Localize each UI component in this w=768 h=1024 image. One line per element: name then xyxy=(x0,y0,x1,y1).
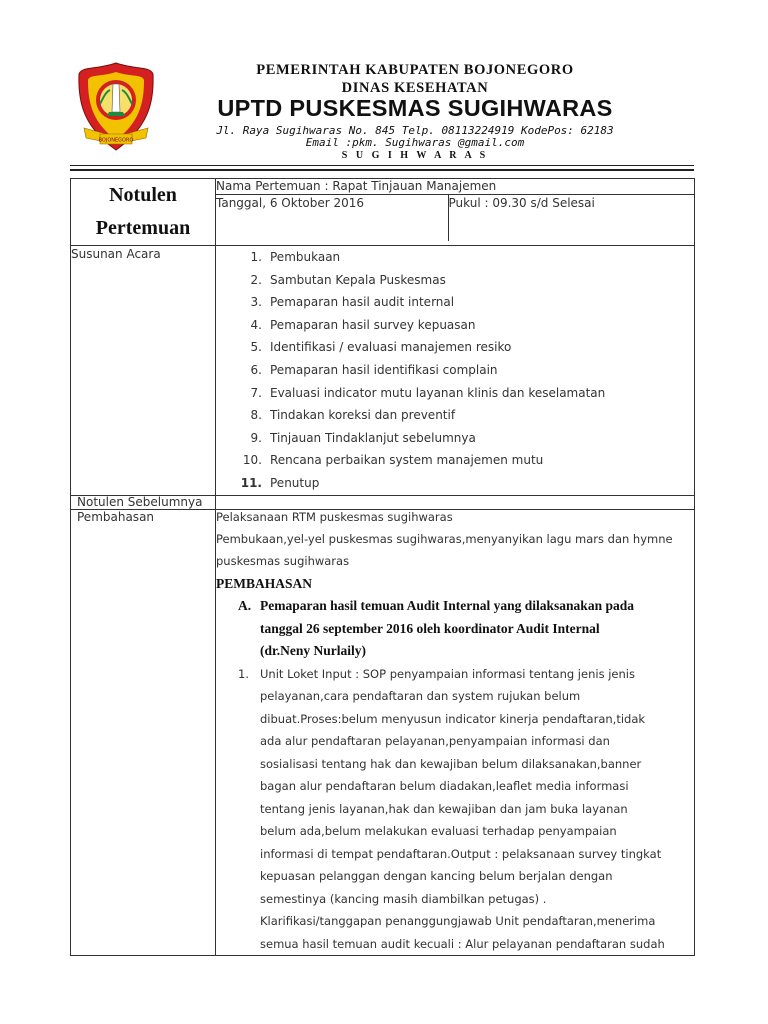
bojonegoro-emblem-logo xyxy=(76,60,156,156)
previous-minutes-value xyxy=(216,495,695,509)
item-marker: 1. xyxy=(238,666,249,681)
agenda-item: 3. Pemaparan hasil audit internal xyxy=(250,295,455,310)
meeting-date: Tanggal, 6 Oktober 2016 xyxy=(216,195,448,241)
header-divider-thick xyxy=(70,169,694,171)
meeting-time: Pukul : 09.30 s/d Selesai xyxy=(448,195,694,241)
meeting-name: Nama Pertemuan : Rapat Tinjauan Manajemen xyxy=(216,179,497,193)
agenda-label: Susunan Acara xyxy=(71,246,216,496)
discussion-intro: puskesmas sugihwaras xyxy=(216,554,350,569)
agenda-item: 5. Identifikasi / evaluasi manajemen resiko xyxy=(250,340,512,355)
finding-item-1: 1. Unit Loket Input : SOP penyampaian informasi tentang jenis jenis pelayanan,cara pendaftaran dan system rujukan belum dibuat.Proses:belum menyusun indicator kinerja pendaftaran,tidak ada alur pendaftaran pelayanan,penyampaian informasi dan sosialisasi tentang hak dan kewajiban belum dilaksanakan,banner bagan alur pendaftaran belum diadakan,leaflet media informasi tentang jenis layanan,hak dan kewajiban dan jam buka layanan belum ada,belum melakukan evaluasi terhadap penyampaian informasi di tempat pendaftaran.Output : pelaksanaan survey tingkat kepuasan pelanggan dengan kancing belum berjalan dengan semestinya (kancing masih diambilkan petugas) . Klarifikasi/tanggapan penanggungjawab Unit pendaftaran,menerima semua hasil temuan audit kecuali : Alur pelayanan pendaftaran sudah xyxy=(216,663,694,956)
agenda-item: 7. Evaluasi indicator mutu layanan klinis dan keselamatan xyxy=(250,385,606,400)
agenda-item: 9. Tinjauan Tindaklanjut sebelumnya xyxy=(250,430,476,445)
discussion-intro: Pelaksanaan RTM puskesmas sugihwaras xyxy=(216,509,453,524)
agenda-item: 6. Pemaparan hasil identifikasi complain xyxy=(250,362,498,377)
header-department: DINAS KESEHATAN xyxy=(341,80,489,96)
agenda-item: 11. Penutup xyxy=(240,475,320,490)
header-divider-thin xyxy=(70,165,694,166)
discussion-label: Pembahasan xyxy=(71,509,216,956)
title-line-2: Pertemuan xyxy=(95,217,191,239)
agenda-item: 2. Sambutan Kepala Puskesmas xyxy=(250,272,446,287)
logo-text: BOJONEGORO xyxy=(98,137,134,144)
discussion-intro: Pembukaan,yel-yel puskesmas sugihwaras,menyanyikan lagu mars dan hymne xyxy=(216,531,673,546)
document-title xyxy=(71,179,216,246)
header-government: PEMERINTAH KABUPATEN BOJONEGORO xyxy=(256,62,574,78)
section-marker: A. xyxy=(238,598,252,614)
section-a: A. Pemaparan hasil temuan Audit Internal yang dilaksanakan pada tanggal 26 september 2016 oleh koordinator Audit Internal (dr.Neny Nurlaily) xyxy=(216,595,694,663)
discussion-heading: PEMBAHASAN xyxy=(216,575,313,591)
agenda-item: 10. Rencana perbaikan system manajemen mutu xyxy=(242,453,544,468)
header-email: Email :pkm. Sugihwaras @gmail.com xyxy=(305,136,525,149)
header-address: Jl. Raya Sugihwaras No. 845 Telp. 08113224919 KodePos: 62183 xyxy=(216,124,614,137)
agenda-list xyxy=(216,246,694,495)
meeting-info xyxy=(216,179,694,241)
agenda-item: 1. Pembukaan xyxy=(250,250,341,264)
previous-minutes-label: Notulen Sebelumnya xyxy=(71,495,216,509)
header-institution: UPTD PUSKESMAS SUGIHWARAS xyxy=(217,95,613,121)
agenda-item: 4. Pemaparan hasil survey kepuasan xyxy=(250,317,476,332)
title-line-1: Notulen xyxy=(109,184,177,206)
header-tag: S U G I H W A R A S xyxy=(341,150,489,161)
discussion-content xyxy=(216,509,695,956)
agenda-item: 8. Tindakan koreksi dan preventif xyxy=(250,408,456,423)
minutes-table xyxy=(70,178,695,956)
